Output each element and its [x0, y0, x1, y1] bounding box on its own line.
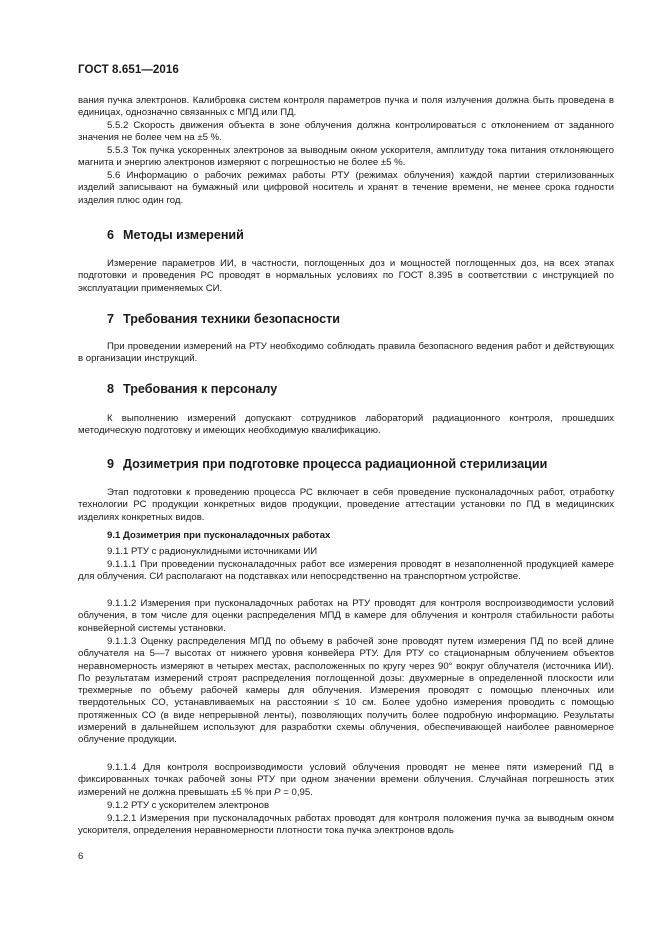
paragraph-9-1-2-1: 9.1.2.1 Измерения при пусконаладочных работах проводят для контроля положения пучка за выводным окном ускорителя, определения неравномерности плотности тока пучка электронов вдоль	[78, 813, 614, 837]
section-6-number: 6	[107, 228, 115, 242]
page-number: 6	[78, 851, 84, 862]
paragraph-9-1-1-3: 9.1.1.3 Оценку распределения МПД по объему в рабочей зоне проводят путем измерения ПД по всей длине облучателя на 5—7 высотах от нижнего уровня конвейера РТУ. Для РТУ со стационарным облучением объектов неравномерность измеряют в четырех местах, расположенных по кругу через 90° вокруг облучателя (источника ИИ). По результатам измерений строят распределения поглощенной дозы: двухмерные в определенной плоскости или трехмерные по объему рабочей камеры для облучения. Измерения проводят с помощью пленочных или твердотельных СО, устанавливаемых на расстоянии ≤ 10 см. Более удобно измерения проводить с помощью протяженных СО (в виде непрерывной ленты), позволяющих получить более подробную информацию. Результаты измерений в дальнейшем используют для разработки схемы облучения, обеспечивающей наиболее равномерное облучение продукции.	[78, 636, 614, 746]
paragraph-5-6: 5.6 Информацию о рабочих режимах работы РТУ (режимах облучения) каждой партии стерилизованных изделий записывают на бумажный или цифровой носитель и хранят в течение времени, не менее срока годности изделия плюс один год.	[78, 170, 614, 206]
probability-symbol: P	[274, 786, 281, 798]
section-9-text: Этап подготовки к проведению процесса РС включает в себя проведение пусконаладочных работ, отработку технологии РС продукции конкретных видов продукции, проведение аттестации установки по ПД в медицинских изделиях конкретных видов.	[78, 487, 614, 523]
paragraph-9-1-1-2: 9.1.1.2 Измерения при пусконаладочных работах на РТУ проводят для контроля воспроизводимости условий облучения, в том числе для оценки распределения МПД в камере для облучения и контроля стабильности работы конвейерной системы установки.	[78, 598, 614, 634]
section-8-title: Требования к персоналу	[123, 382, 278, 396]
section-6-title: Методы измерений	[123, 228, 244, 242]
paragraph-9-1-1-1: 9.1.1.1 При проведении пусконаладочных работ все измерения проводят в незаполненной продукцией камере для облучения. СИ располагают на подставках или непосредственно на транспортном устройстве.	[78, 559, 614, 583]
section-6-text: Измерение параметров ИИ, в частности, поглощенных доз и мощностей поглощенных доз, на всех этапах подготовки и проведения РС проводят в нормальных условиях по ГОСТ 8.395 в соответствии с инструкцией по эксплуатации применяемых СИ.	[78, 258, 614, 294]
paragraph-5-5-3: 5.5.3 Ток пучка ускоренных электронов за выводным окном ускорителя, амплитуду тока питания отклоняющего магнита и энергию электронов измеряют с погрешностью не более ±5 %.	[78, 145, 614, 169]
section-8-text: К выполнению измерений допускают сотрудников лабораторий радиационного контроля, прошедших методическую подготовку и имеющих необходимую квалификацию.	[78, 413, 614, 437]
paragraph-5-5-2: 5.5.2 Скорость движения объекта в зоне облучения должна контролироваться с отклонением от заданного значения не более чем на ±5 %.	[78, 120, 614, 144]
subsection-9-1-heading: 9.1 Дозиметрия при пусконаладочных работах	[107, 530, 331, 541]
section-7-text: При проведении измерений на РТУ необходимо соблюдать правила безопасного ведения работ и действующих в организации инструкций.	[78, 341, 614, 365]
section-9-heading	[107, 457, 547, 471]
paragraph-continuation: вания пучка электронов. Калибровка систем контроля параметров пучка и поля излучения должна быть проведена в единицах, однозначно связанных с МПД или ПД.	[78, 95, 614, 119]
section-6-heading	[107, 228, 244, 242]
paragraph-9-1-1-4	[78, 762, 614, 799]
section-8-number: 8	[107, 382, 115, 396]
paragraph-9-1-1-4-end: = 0,95.	[280, 786, 313, 798]
document-header: ГОСТ 8.651—2016	[78, 64, 179, 76]
section-7-title: Требования техники безопасности	[123, 312, 340, 326]
section-7-heading	[107, 312, 340, 326]
section-8-heading	[107, 382, 277, 396]
paragraph-9-1-2: 9.1.2 РТУ с ускорителем электронов	[107, 800, 270, 811]
section-9-title: Дозиметрия при подготовке процесса радиационной стерилизации	[123, 457, 548, 471]
paragraph-9-1-1: 9.1.1 РТУ с радионуклидными источниками ИИ	[107, 546, 318, 557]
paragraph-9-1-1-4-text: 9.1.1.4 Для контроля воспроизводимости условий облучения проводят не менее пяти измерений ПД в фиксированных точках рабочей зоны РТУ при одном значении времени облучения. Случайная погрешность этих измерений не должна превышать ±5 % при	[78, 762, 614, 798]
section-7-number: 7	[107, 312, 115, 326]
section-9-number: 9	[107, 457, 115, 471]
